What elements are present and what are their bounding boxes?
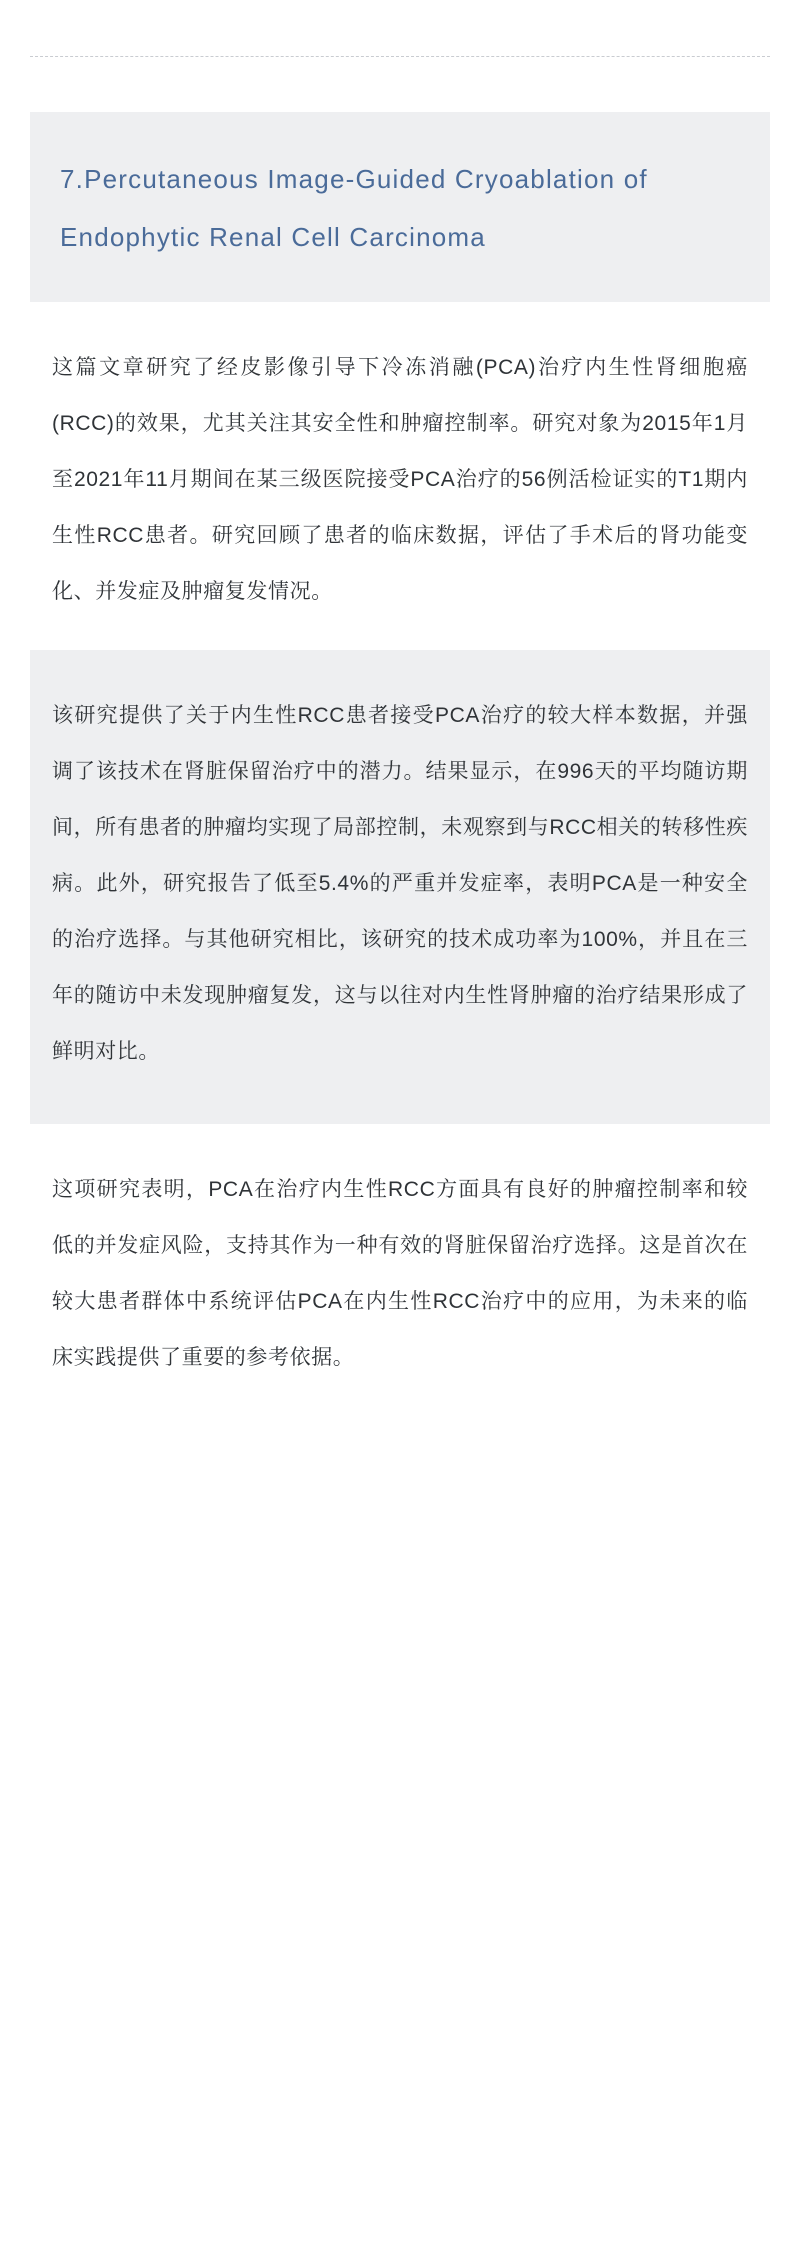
paragraph-summary-background: 这篇文章研究了经皮影像引导下冷冻消融(PCA)治疗内生性肾细胞癌(RCC)的效果，尤其关注其安全性和肿瘤控制率。研究对象为2015年1月至2021年11月期间在某三级医院接受PCA治疗的56例活检证实的T1期内生性RCC患者。研究回顾了患者的临床数据，评估了手术后的肾功能变化、并发症及肿瘤复发情况。 [30,302,770,650]
article-title-block [30,112,770,302]
paragraph-results: 该研究提供了关于内生性RCC患者接受PCA治疗的较大样本数据，并强调了该技术在肾脏保留治疗中的潜力。结果显示，在996天的平均随访期间，所有患者的肿瘤均实现了局部控制，未观察到与RCC相关的转移性疾病。此外，研究报告了低至5.4%的严重并发症率，表明PCA是一种安全的治疗选择。与其他研究相比，该研究的技术成功率为100%，并且在三年的随访中未发现肿瘤复发，这与以往对内生性肾肿瘤的治疗结果形成了鲜明对比。 [30,650,770,1124]
top-dashed-divider [30,56,770,57]
paragraph-conclusion: 这项研究表明，PCA在治疗内生性RCC方面具有良好的肿瘤控制率和较低的并发症风险，支持其作为一种有效的肾脏保留治疗选择。这是首次在较大患者群体中系统评估PCA在内生性RCC治疗中的应用，为未来的临床实践提供了重要的参考依据。 [30,1124,770,1466]
page-title: 7.Percutaneous Image-Guided Cryoablation of Endophytic Renal Cell Carcinoma [60,164,648,252]
document-page [0,56,800,2250]
